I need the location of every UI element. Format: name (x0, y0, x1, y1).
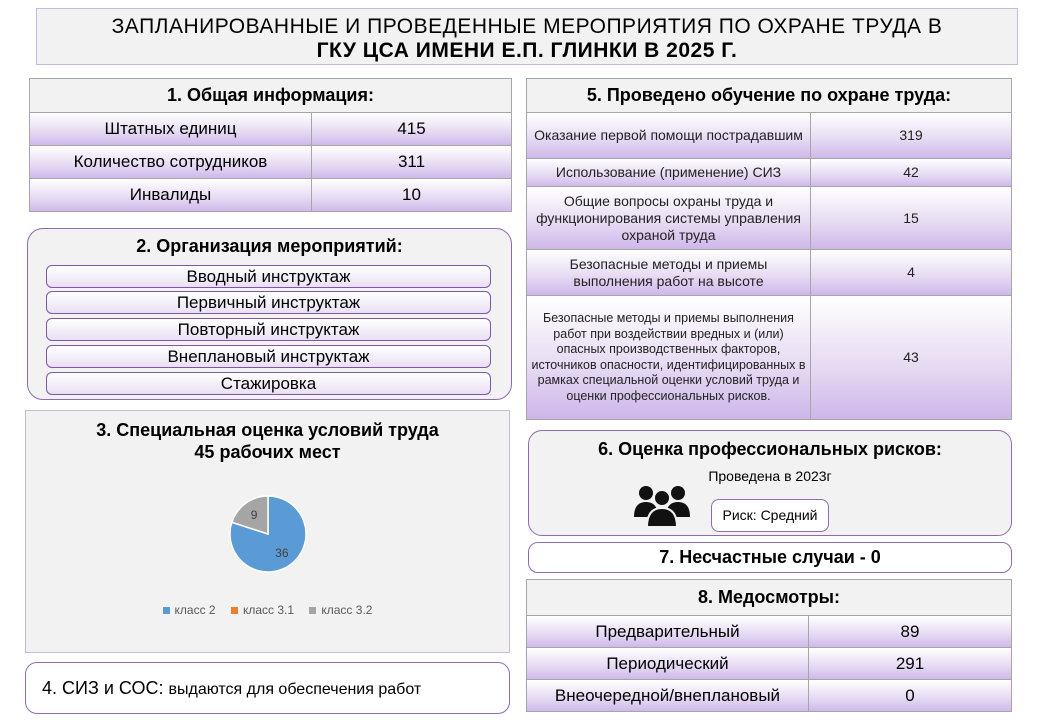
table-row (30, 179, 512, 212)
events-organization-box (27, 228, 512, 400)
page-title-box (36, 8, 1018, 65)
pie-data-label: 36 (275, 546, 289, 561)
table-row (527, 250, 1012, 296)
page-title-line1: ЗАПЛАНИРОВАННЫЕ И ПРОВЕДЕННЫЕ МЕРОПРИЯТИЯ ПО ОХРАНЕ ТРУДА В (111, 15, 943, 38)
work-conditions-pie-chart (26, 473, 511, 643)
ppe-label: 4. СИЗ и СОС: (42, 678, 164, 698)
general-info-label: Штатных единиц (30, 113, 312, 146)
legend-label: класс 3.1 (242, 603, 295, 617)
work-conditions-subtitle: 45 рабочих мест (194, 442, 341, 462)
events-organization-title: 2. Организация мероприятий: (136, 236, 403, 256)
medical-exam-label: Предварительный (527, 616, 809, 648)
risk-assessment-box (528, 430, 1012, 536)
table-row (527, 648, 1012, 680)
page-title-line2: ГКУ ЦСА ИМЕНИ Е.П. ГЛИНКИ В 2025 Г. (316, 39, 738, 62)
risk-assessment-title: 6. Оценка профессиональных рисков: (598, 439, 942, 459)
training-value: 43 (811, 296, 1012, 420)
legend-item (309, 603, 372, 617)
general-info-value: 10 (312, 179, 512, 212)
table-row (527, 296, 1012, 420)
training-value: 4 (811, 250, 1012, 296)
medical-exams-title: 8. Медосмотры: (527, 580, 1012, 616)
event-item-internship: Стажировка (46, 372, 491, 395)
event-item-unscheduled-briefing: Внеплановый инструктаж (46, 345, 491, 368)
general-info-title: 1. Общая информация: (30, 79, 512, 113)
general-info-label: Инвалиды (30, 179, 312, 212)
people-group-icon (633, 481, 691, 529)
legend-swatch (309, 607, 316, 614)
risk-assessment-date: Проведена в 2023г (708, 468, 832, 484)
training-label: Оказание первой помощи пострадавшим (527, 113, 811, 159)
ppe-value: выдаются для обеспечения работ (168, 681, 422, 698)
training-label: Использование (применение) СИЗ (527, 159, 811, 187)
general-info-label: Количество сотрудников (30, 146, 312, 179)
legend-swatch (231, 607, 238, 614)
legend-item (163, 603, 216, 617)
work-conditions-title: 3. Специальная оценка условий труда (96, 420, 439, 440)
general-info-value: 311 (312, 146, 512, 179)
training-value: 15 (811, 187, 1012, 250)
training-title: 5. Проведено обучение по охране труда: (527, 79, 1012, 113)
medical-exam-label: Внеочередной/внеплановый (527, 680, 809, 712)
event-item-primary-briefing: Первичный инструктаж (46, 291, 491, 314)
legend-swatch (163, 607, 170, 614)
event-item-repeat-briefing: Повторный инструктаж (46, 318, 491, 341)
legend-label: класс 2 (174, 603, 216, 617)
medical-exams-table (526, 579, 1012, 712)
accidents-box: 7. Несчастные случаи - 0 (528, 542, 1012, 573)
table-row (30, 146, 512, 179)
medical-exam-label: Периодический (527, 648, 809, 680)
table-row (527, 113, 1012, 159)
pie-data-label: 9 (250, 507, 258, 522)
medical-exam-value: 0 (809, 680, 1012, 712)
legend-label: класс 3.2 (321, 603, 373, 617)
risk-level-badge: Риск: Средний (711, 499, 829, 532)
training-value: 42 (811, 159, 1012, 187)
training-value: 319 (811, 113, 1012, 159)
training-label: Безопасные методы и приемы выполнения работ на высоте (527, 250, 811, 296)
event-item-intro-briefing: Вводный инструктаж (46, 265, 491, 288)
ppe-box (25, 662, 510, 714)
general-info-value: 415 (312, 113, 512, 146)
medical-exam-value: 291 (809, 648, 1012, 680)
table-row (527, 680, 1012, 712)
work-conditions-box (25, 410, 510, 653)
training-table (526, 78, 1012, 420)
training-label: Общие вопросы охраны труда и функционирования системы управления охраной труда (527, 187, 811, 250)
training-label: Безопасные методы и приемы выполнения работ при воздействии вредных и (или) опасных производственных факторов, источников опасности, идентифицированных в рамках специальной оценки условий труда и оценки профессиональных рисков. (527, 296, 811, 420)
general-info-table (29, 78, 512, 212)
table-row (30, 113, 512, 146)
table-row (527, 616, 1012, 648)
table-row (527, 187, 1012, 250)
legend-item (231, 603, 294, 617)
medical-exam-value: 89 (809, 616, 1012, 648)
table-row (527, 159, 1012, 187)
pie-legend (26, 603, 509, 617)
